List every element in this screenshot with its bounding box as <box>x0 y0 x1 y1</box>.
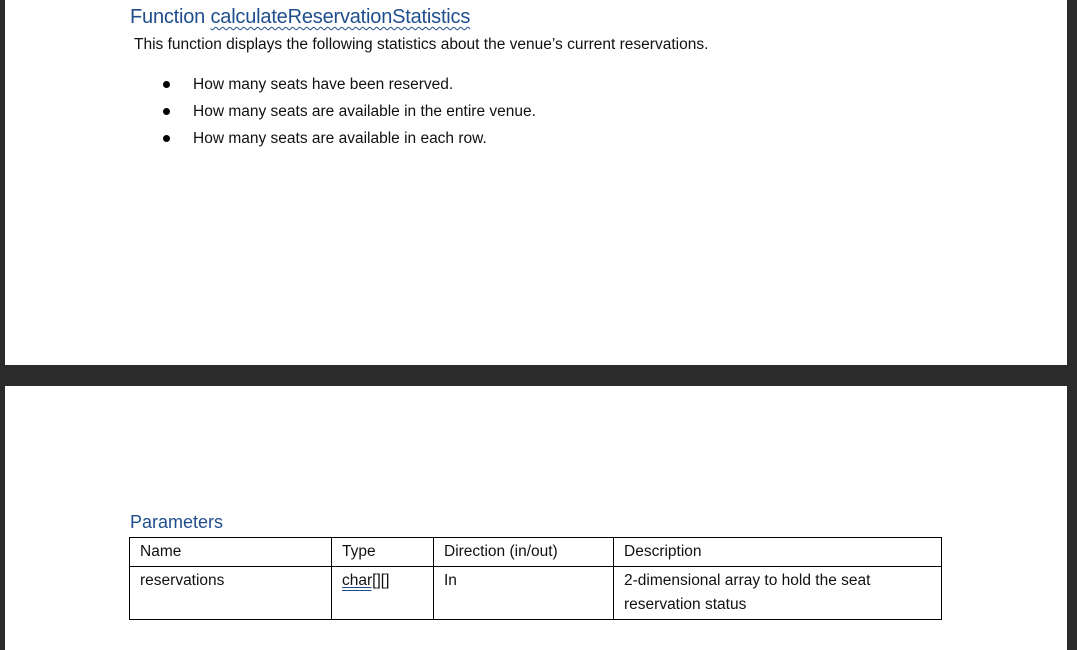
function-heading <box>130 6 470 29</box>
function-intro: This function displays the following statistics about the venue’s current reservations. <box>134 36 709 53</box>
parameters-table <box>129 537 942 620</box>
list-item-text: How many seats are available in the entire venue. <box>193 103 536 120</box>
header-name: Name <box>130 538 332 567</box>
header-description: Description <box>614 538 942 567</box>
list-item-text: How many seats have been reserved. <box>193 76 454 93</box>
list-item <box>163 128 536 155</box>
header-direction: Direction (in/out) <box>434 538 614 567</box>
header-type: Type <box>332 538 434 567</box>
bullet-icon <box>163 81 170 88</box>
function-heading-prefix: Function <box>130 6 211 28</box>
param-description: 2-dimensional array to hold the seat reservation status <box>614 567 942 620</box>
parameters-heading: Parameters <box>130 512 224 532</box>
table-row <box>130 567 942 620</box>
table-header-row <box>130 538 942 567</box>
list-item <box>163 74 536 101</box>
list-item-text: How many seats are available in each row. <box>193 130 487 147</box>
bullet-icon <box>163 108 170 115</box>
param-name: reservations <box>130 567 332 620</box>
bullet-icon <box>163 135 170 142</box>
document-page-1 <box>5 0 1067 365</box>
param-type: char[][] <box>342 572 390 589</box>
document-page-2 <box>5 386 1067 650</box>
param-type-cell <box>332 567 434 620</box>
function-name: calculateReservationStatistics <box>210 6 471 28</box>
statistics-list <box>163 74 536 155</box>
list-item <box>163 101 536 128</box>
param-direction: In <box>434 567 614 620</box>
